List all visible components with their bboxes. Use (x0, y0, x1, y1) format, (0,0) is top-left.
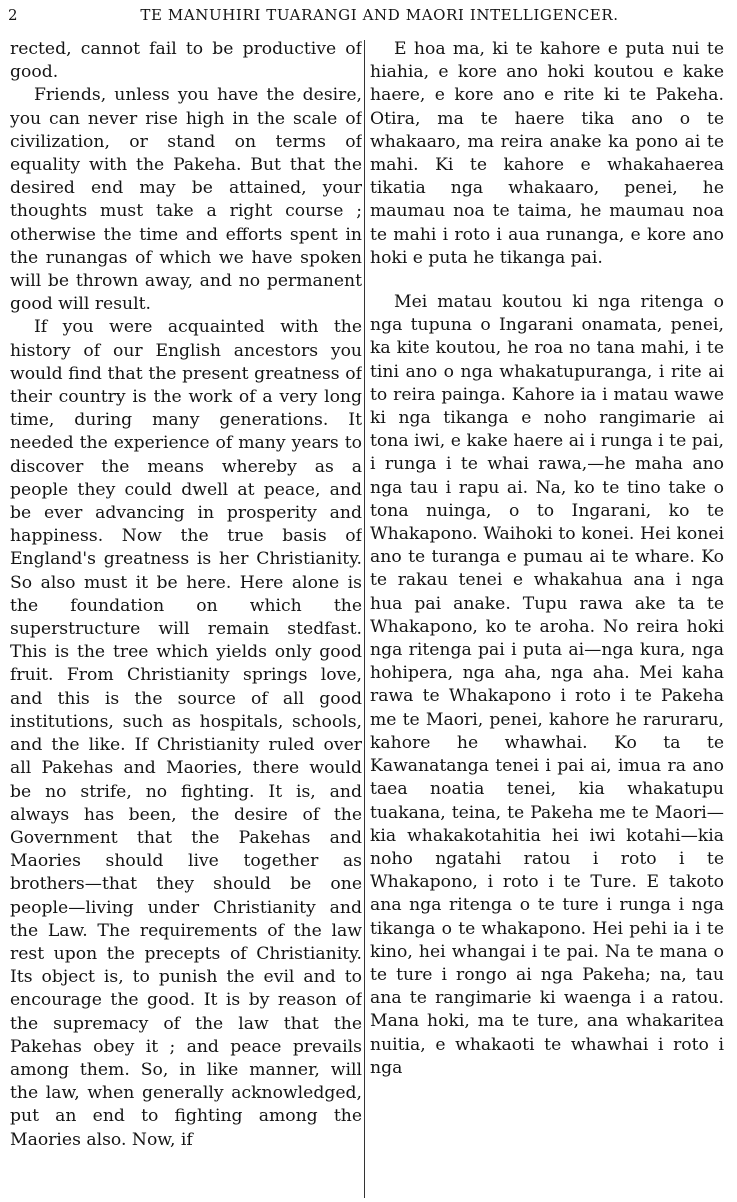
english-paragraph: rected, cannot fail to be productive of good. (10, 39, 362, 83)
maori-column (370, 38, 724, 1202)
maori-paragraph: E hoa ma, ki te kahore e puta nui te hiahia, e kore ano hoki koutou e kake haere, e kore ano e rite ki te Pakeha. Otira, ma te haere tika ano o te whakaaro, ma reira anake ka pono ai te mahi. Ki te kahore e whakahaerea tikatia nga whakaaro, penei, he maumau noa te taima, he maumau noa te mahi i roto i aua runanga, e kore ano hoki e puta he tikanga pai. (370, 39, 724, 268)
running-title: TE MANUHIRI TUARANGI AND MAORI INTELLIGENCER. (140, 6, 619, 24)
column-divider (364, 40, 365, 1198)
english-paragraph: If you were acquainted with the history of our English ancestors you would find that the present greatness of their country is the work of a very long time, during many generations. It needed the experience of many years to discover the means whereby as a people they could dwell at peace, and be ever advancing in prosperity and happiness. Now the true basis of England's greatness is her Christianity. So also must it be here. Here alone is the foundation on which the superstructure will remain stedfast. This is the tree which yields only good fruit. From Christianity springs love, and this is the source of all good institutions, such as hospitals, schools, and the like. If Christianity ruled over all Pakehas and Maories, there would be no strife, no fighting. It is, and always has been, the desire of the Government that the Pakehas and Maories should live together as brothers—that they should be one people—living under Christianity and the Law. The requirements of the law rest upon the precepts of Christianity. Its object is, to punish the evil and to encourage the good. It is by reason of the supremacy of the law that the Pakehas obey it ; and peace prevails among them. So, in like manner, will the law, when generally acknowledged, put an end to fighting among the Maories also. Now, if (10, 317, 362, 1150)
english-column (10, 38, 362, 1202)
maori-paragraph: Mei matau koutou ki nga ritenga o nga tupuna o Ingarani onamata, penei, ka kite koutou, he roa no tana mahi, i te tini ano o nga whakatupuranga, i rite ai to reira painga. Kahore ia i matau wawe ki nga tikanga e noho rangimarie ai tona iwi, e kake haere ai i runga i te pai, i runga i te whai rawa,—he maha ano nga tau i rapu ai. Na, ko te tino take o tona nuinga, o to Ingarani, ko te Whakapono. Waihoki to konei. Hei konei ano te turanga e pumau ai te whare. Ko te rakau tenei e whakahua ana i nga hua pai anake. Tupu rawa ake ta te Whakapono, ko te aroha. No reira hoki nga ritenga pai i puta ai—nga kura, nga hohipera, nga aha, nga aha. Mei kaha rawa te Whakapono i roto i te Pakeha me te Maori, penei, kahore he raruraru, kahore he whawhai. Ko ta te Kawanatanga tenei i pai ai, imua ra ano taea noatia tenei, kia whakatupu tuakana, teina, te Pakeha me te Maori—kia whakakotahitia hei iwi kotahi—kia noho ngatahi ratou i roto i te Whakapono, i roto i te Ture. E takoto ana nga ritenga o te ture i runga i nga tikanga o te whakapono. Hei pehi ia i te kino, hei whangai i te pai. Na te mana o te ture i rongo ai nga Pakeha; na, tau ana te rangimarie ki waenga i a ratou. Mana hoki, ma te ture, ana whakaritea nuitia, e whakaoti te whawhai i roto i nga (370, 292, 724, 1078)
english-paragraph: Friends, unless you have the desire, you can never rise high in the scale of civilization, or stand on terms of equality with the Pakeha. But that the desired end may be attained, your thoughts must take a right course ; otherwise the time and efforts spent in the runangas of which we have spoken will be thrown away, and no permanent good will result. (10, 85, 362, 315)
page-number: 2 (8, 6, 19, 24)
page-header (8, 4, 729, 30)
